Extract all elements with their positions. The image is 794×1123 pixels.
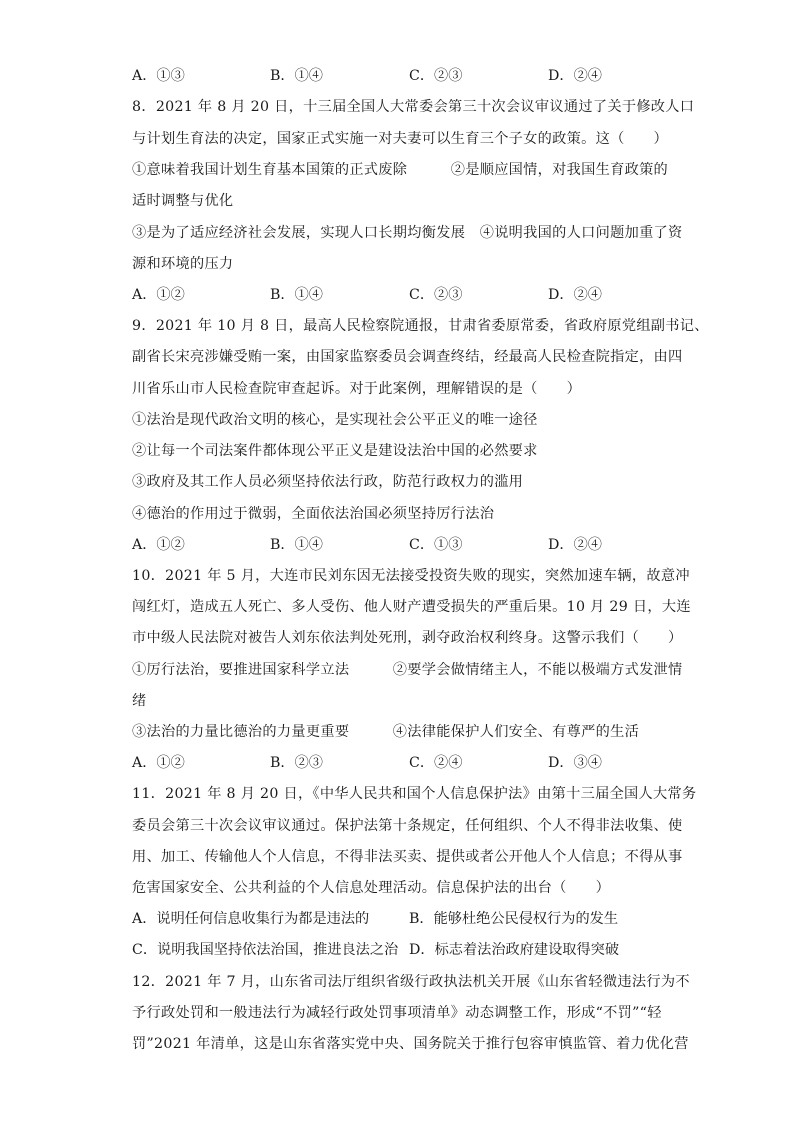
q11-option-b: B．能够杜绝公民侵权行为的发生: [409, 911, 619, 927]
q10-stem-line: 10．2021 年 5 月，大连市民刘东因无法接受投资失败的现实，突然加速车辆，故意冲: [132, 568, 690, 584]
q8-statement-line: 源和环境的压力: [132, 256, 234, 272]
q8-statement-line: 适时调整与优化: [132, 193, 234, 209]
q10-option-c: C．②④: [409, 755, 463, 771]
q9-option-d: D．②④: [548, 537, 602, 553]
q8-option-c: C．②③: [409, 287, 463, 303]
q10-statement-line: ①厉行法治，要推进国家科学立法 ②要学会做情绪主人，不能以极端方式发泄情: [132, 662, 683, 678]
q7-option-c: C．②③: [409, 68, 463, 84]
q8-option-d: D．②④: [548, 287, 602, 303]
q9-stem-line: 副省长宋亮涉嫌受贿一案，由国家监察委员会调查终结，经最高人民检查院指定，由四: [132, 349, 683, 365]
q11-option-d: D．标志着法治政府建设取得突破: [409, 942, 620, 958]
q11-option-a: A．说明任何信息收集行为都是违法的: [132, 911, 370, 927]
q9-statement-line: ②让每一个司法案件都体现公平正义是建设法治中国的必然要求: [132, 443, 538, 459]
q7-option-d: D．②④: [548, 68, 602, 84]
q12-stem-line: 12．2021 年 7 月，山东省司法厅组织省级行政执法机关开展《山东省轻微违法行为不: [132, 974, 690, 990]
q11-stem-line: 危害国家安全、公共利益的个人信息处理活动。信息保护法的出台（ ）: [132, 880, 611, 896]
q10-stem-line: 闯红灯，造成五人死亡、多人受伤、他人财产遭受损失的严重后果。10 月 29 日，大连: [132, 599, 691, 615]
q9-option-b: B．①④: [270, 537, 323, 553]
q12-stem-line: 罚”2021 年清单，这是山东省落实党中央、国务院关于推行包容审慎监管、着力优化营: [132, 1036, 689, 1052]
q10-statement-line: 绪: [132, 693, 147, 709]
q12-stem-line: 予行政处罚和一般违法行为减轻行政处罚事项清单》动态调整工作，形成“不罚”“轻: [132, 1005, 662, 1021]
q7-option-b: B．①④: [270, 68, 323, 84]
q10-option-a: A．①②: [132, 755, 185, 771]
q8-stem-line: 8．2021 年 8 月 20 日，十三届全国人大常委会第三十次会议审议通过了关于修改人口: [132, 99, 695, 115]
q11-stem-line: 11．2021 年 8 月 20 日，《中华人民共和国个人信息保护法》由第十三届全国人大常务: [132, 786, 697, 802]
q8-statement-line: ①意味着我国计划生育基本国策的正式废除 ②是顺应国情，对我国生育政策的: [132, 162, 669, 178]
q8-option-a: A．①②: [132, 287, 185, 303]
q11-option-c: C．说明我国坚持依法治国，推进良法之治: [132, 942, 399, 958]
q9-statement-line: ③政府及其工作人员必须坚持依法行政，防范行政权力的滥用: [132, 474, 524, 490]
q8-statement-line: ③是为了适应经济社会发展，实现人口长期均衡发展 ④说明我国的人口问题加重了资: [132, 225, 683, 241]
q9-stem-line: 9．2021 年 10 月 8 日，最高人民检察院通报，甘肃省委原常委，省政府原党组副书记、: [132, 318, 709, 334]
q11-stem-line: 用、加工、传输他人个人信息，不得非法买卖、提供或者公开他人个人信息；不得从事: [132, 849, 683, 865]
q10-option-d: D．③④: [548, 755, 602, 771]
q9-statement-line: ④德治的作用过于微弱，全面依法治国必须坚持厉行法治: [132, 506, 495, 522]
q11-stem-line: 委员会第三十次会议审议通过。保护法第十条规定，任何组织、个人不得非法收集、使: [132, 818, 683, 834]
q10-option-b: B．②③: [270, 755, 323, 771]
q7-option-a: A．①③: [132, 68, 185, 84]
q8-option-b: B．①④: [270, 287, 323, 303]
q10-stem-line: 市中级人民法院对被告人刘东依法判处死刑，剥夺政治权利终身。这警示我们（ ）: [132, 630, 683, 646]
q9-stem-line: 川省乐山市人民检查院审查起诉。对于此案例，理解错误的是（ ）: [132, 381, 582, 397]
q8-stem-line: 与计划生育法的决定，国家正式实施一对夫妻可以生育三个子女的政策。这（ ）: [132, 131, 669, 147]
q10-statement-line: ③法治的力量比德治的力量更重要 ④法律能保护人们安全、有尊严的生活: [132, 724, 640, 740]
q9-option-c: C．①③: [409, 537, 463, 553]
q9-option-a: A．①②: [132, 537, 185, 553]
q9-statement-line: ①法治是现代政治文明的核心，是实现社会公平正义的唯一途径: [132, 412, 538, 428]
